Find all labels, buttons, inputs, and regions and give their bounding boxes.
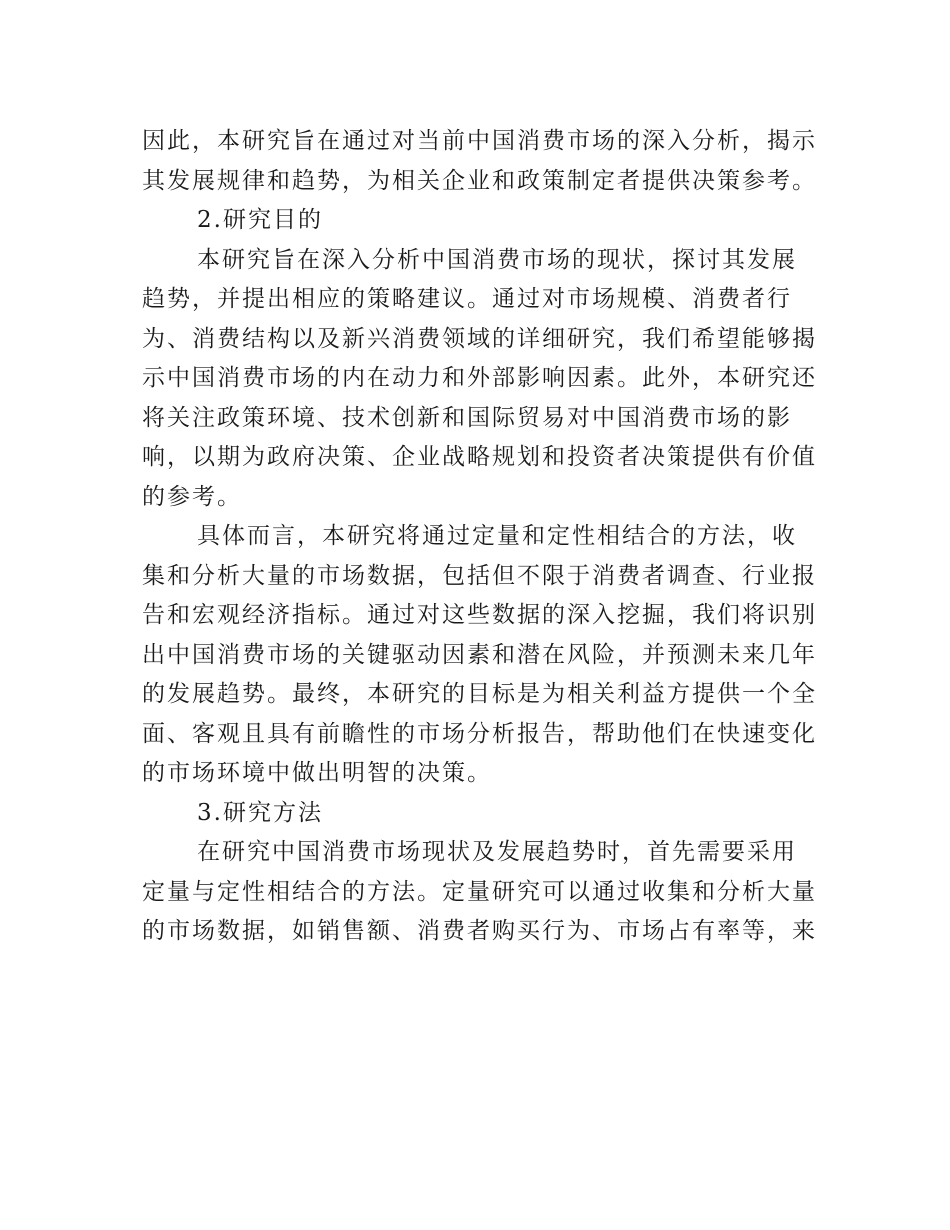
body-text-line: 出中国消费市场的关键驱动因素和潜在风险，并预测未来几年 xyxy=(142,641,817,668)
body-text-line: 为、消费结构以及新兴消费领域的详细研究，我们希望能够揭 xyxy=(142,325,817,352)
body-text-line: 因此，本研究旨在通过对当前中国消费市场的深入分析，揭示 xyxy=(142,128,817,154)
section-heading-research-method: 3.研究方法 xyxy=(197,799,323,826)
body-text-line: 的发展趋势。最终，本研究的目标是为相关利益方提供一个全 xyxy=(142,681,817,707)
body-text-line: 将关注政策环境、技术创新和国际贸易对中国消费市场的影 xyxy=(142,404,792,431)
body-text-line: 趋势，并提出相应的策略建议。通过对市场规模、消费者行 xyxy=(142,286,792,312)
body-text-line: 本研究旨在深入分析中国消费市场的现状，探讨其发展 xyxy=(197,246,797,273)
body-text-line: 其发展规律和趋势，为相关企业和政策制定者提供决策参考。 xyxy=(142,167,817,194)
document-body xyxy=(142,122,817,952)
body-text-line: 示中国消费市场的内在动力和外部影响因素。此外，本研究还 xyxy=(142,365,817,391)
body-text-line: 面、客观且具有前瞻性的市场分析报告，帮助他们在快速变化 xyxy=(142,720,817,747)
body-text-line: 定量与定性相结合的方法。定量研究可以通过收集和分析大量 xyxy=(142,878,817,905)
body-text-line: 在研究中国消费市场现状及发展趋势时，首先需要采用 xyxy=(197,839,797,865)
body-text-line: 的参考。 xyxy=(142,483,242,510)
body-text-line: 响，以期为政府决策、企业战略规划和投资者决策提供有价值 xyxy=(142,444,817,470)
body-text-line: 告和宏观经济指标。通过对这些数据的深入挖掘，我们将识别 xyxy=(142,602,817,628)
body-text-line: 具体而言，本研究将通过定量和定性相结合的方法，收 xyxy=(197,523,797,549)
body-text-line: 的市场环境中做出明智的决策。 xyxy=(142,760,492,786)
body-text-line: 集和分析大量的市场数据，包括但不限于消费者调查、行业报 xyxy=(142,562,817,589)
body-text-line: 的市场数据，如销售额、消费者购买行为、市场占有率等，来 xyxy=(142,918,817,944)
section-heading-research-purpose: 2.研究目的 xyxy=(197,207,323,233)
